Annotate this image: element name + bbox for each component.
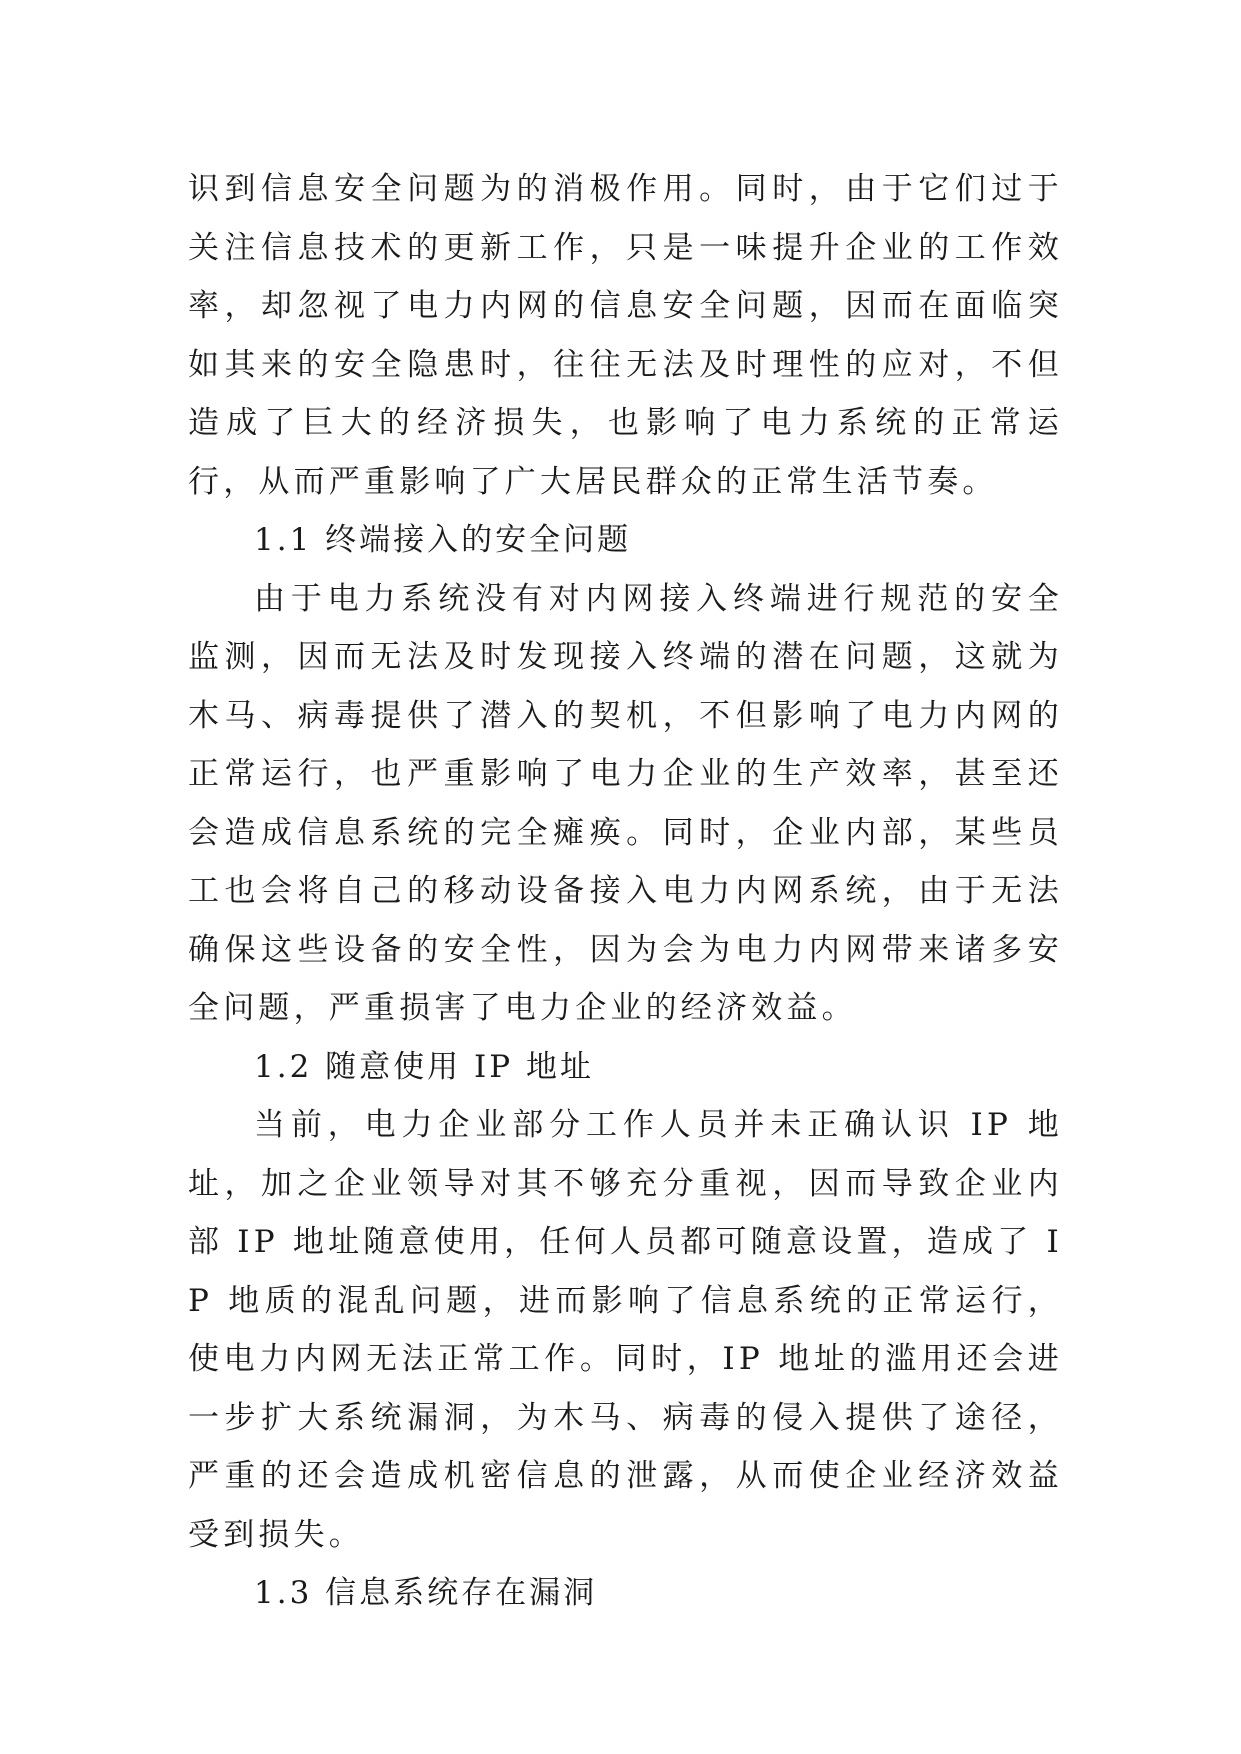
body-paragraph-2: 由于电力系统没有对内网接入终端进行规范的安全监测，因而无法及时发现接入终端的潜在问题，这就为木马、病毒提供了潜入的契机，不但影响了电力内网的正常运行，也严重影响了电力企业的生产效率，甚至还会造成信息系统的完全瘫痪。同时，企业内部，某些员工也会将自己的移动设备接入电力内网系统，由于无法确保这些设备的安全性，因为会为电力内网带来诸多安全问题，严重损害了电力企业的经济效益。	[188, 580, 1063, 1026]
body-paragraph-1: 识到信息安全问题为的消极作用。同时，由于它们过于关注信息技术的更新工作，只是一味提升企业的工作效率，却忽视了电力内网的信息安全问题，因而在面临突如其来的安全隐患时，往往无法及时理性的应对，不但造成了巨大的经济损失，也影响了电力系统的正常运行，从而严重影响了广大居民群众的正常生活节奏。	[188, 171, 1063, 500]
section-heading-1-3: 1.3 信息系统存在漏洞	[254, 1575, 598, 1611]
body-paragraph-3: 当前，电力企业部分工作人员并未正确认识 IP 地址，加之企业领导对其不够充分重视，因而导致企业内部 IP 地址随意使用，任何人员都可随意设置，造成了 IP 地质的混乱问题，进而影响了信息系统的正常运行，使电力内网无法正常工作。同时，IP 地址的滥用还会进一步扩大系统漏洞，为木马、病毒的侵入提供了途径，严重的还会造成机密信息的泄露，从而使企业经济效益受到损失。	[188, 1107, 1063, 1553]
section-heading-1-2: 1.2 随意使用 IP 地址	[254, 1048, 594, 1085]
document-body	[188, 160, 1063, 1623]
section-heading-1-1: 1.1 终端接入的安全问题	[254, 522, 632, 558]
